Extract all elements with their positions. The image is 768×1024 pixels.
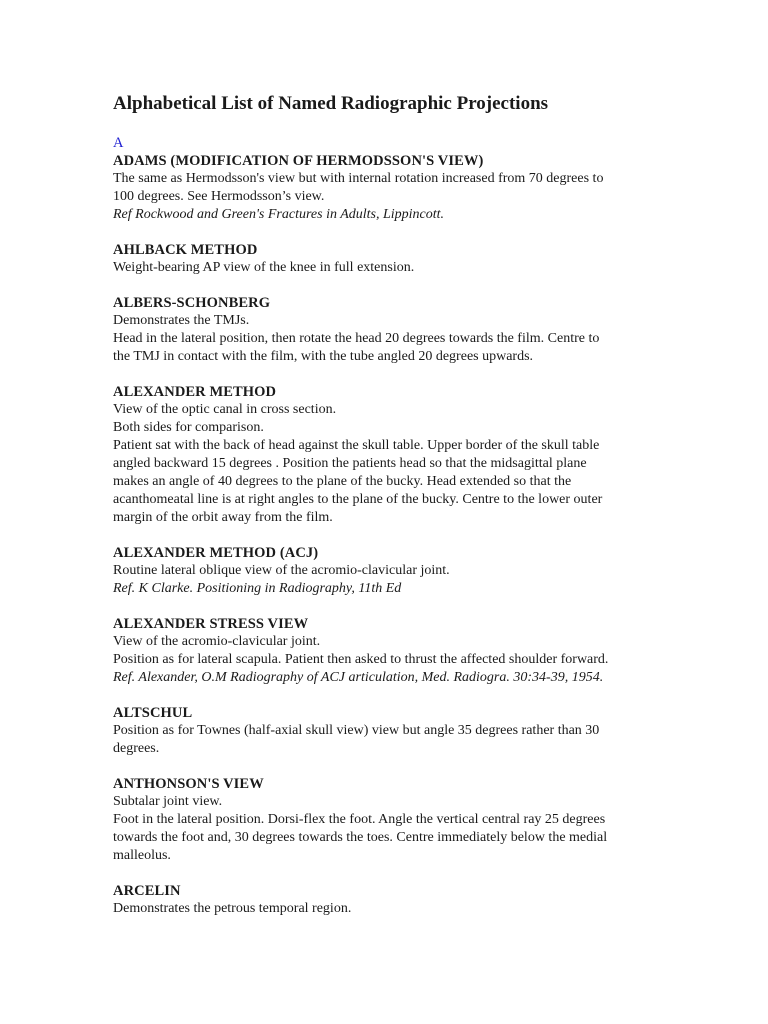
entry bbox=[113, 882, 653, 918]
entry bbox=[113, 615, 653, 687]
entry bbox=[113, 544, 653, 598]
entry-heading: ALEXANDER STRESS VIEW bbox=[113, 616, 309, 632]
entry-text: degrees. bbox=[113, 741, 160, 756]
entry-text: Head in the lateral position, then rotate the head 20 degrees towards the film. Centre to bbox=[113, 331, 600, 346]
entry-reference: Ref. K Clarke. Positioning in Radiography, 11th Ed bbox=[113, 581, 402, 596]
entry bbox=[113, 294, 653, 366]
entry-text: Subtalar joint view. bbox=[113, 794, 223, 809]
entry-heading: AHLBACK METHOD bbox=[113, 242, 258, 258]
document-title: Alphabetical List of Named Radiographic Projections bbox=[113, 93, 549, 114]
entry-text: makes an angle of 40 degrees to the plane of the bucky. Head extended so that the bbox=[113, 474, 572, 489]
entry-text: View of the acromio-clavicular joint. bbox=[113, 634, 321, 649]
entry-heading: ALTSCHUL bbox=[113, 705, 193, 721]
entry-list bbox=[113, 152, 653, 918]
entry bbox=[113, 775, 653, 865]
entry-heading: ALBERS-SCHONBERG bbox=[113, 295, 271, 311]
entry-text: Both sides for comparison. bbox=[113, 420, 264, 435]
entry-text: margin of the orbit away from the film. bbox=[113, 510, 333, 525]
entry-heading: ALEXANDER METHOD bbox=[113, 384, 277, 400]
entry-text: Position as for lateral scapula. Patient then asked to thrust the affected shoulder forward. bbox=[113, 652, 609, 667]
entry-text: Patient sat with the back of head against the skull table. Upper border of the skull table bbox=[113, 438, 600, 453]
document-page bbox=[113, 92, 653, 935]
entry-text: Foot in the lateral position. Dorsi-flex the foot. Angle the vertical central ray 25 degrees bbox=[113, 812, 606, 827]
entry-reference: Ref Rockwood and Green's Fractures in Adults, Lippincott. bbox=[113, 207, 445, 222]
entry-text: malleolus. bbox=[113, 848, 171, 863]
entry-text: Routine lateral oblique view of the acromio-clavicular joint. bbox=[113, 563, 450, 578]
entry-heading: ADAMS (MODIFICATION OF HERMODSSON'S VIEW) bbox=[113, 153, 484, 169]
entry-text: Demonstrates the TMJs. bbox=[113, 313, 250, 328]
entry-text: Demonstrates the petrous temporal region. bbox=[113, 901, 352, 916]
entry-heading: ARCELIN bbox=[113, 883, 181, 899]
entry-text: angled backward 15 degrees . Position the patients head so that the midsagittal plane bbox=[113, 456, 587, 471]
entry-text: Weight-bearing AP view of the knee in full extension. bbox=[113, 260, 415, 275]
entry-heading: ALEXANDER METHOD (ACJ) bbox=[113, 545, 319, 561]
entry-text: the TMJ in contact with the film, with the tube angled 20 degrees upwards. bbox=[113, 349, 534, 364]
entry-text: The same as Hermodsson's view but with internal rotation increased from 70 degrees to bbox=[113, 171, 604, 186]
entry bbox=[113, 704, 653, 758]
entry-reference: Ref. Alexander, O.M Radiography of ACJ articulation, Med. Radiogra. 30:34-39, 1954. bbox=[113, 670, 604, 685]
entry-text: Position as for Townes (half-axial skull view) view but angle 35 degrees rather than 30 bbox=[113, 723, 600, 738]
section-letter: A bbox=[113, 135, 124, 151]
entry bbox=[113, 383, 653, 527]
entry-text: View of the optic canal in cross section. bbox=[113, 402, 337, 417]
entry-text: acanthomeatal line is at right angles to the plane of the bucky. Centre to the lower outer bbox=[113, 492, 603, 507]
entry bbox=[113, 152, 653, 224]
entry bbox=[113, 241, 653, 277]
entry-text: 100 degrees. See Hermodsson’s view. bbox=[113, 189, 325, 204]
entry-text: towards the foot and, 30 degrees towards the toes. Centre immediately below the medial bbox=[113, 830, 608, 845]
entry-heading: ANTHONSON'S VIEW bbox=[113, 776, 264, 792]
